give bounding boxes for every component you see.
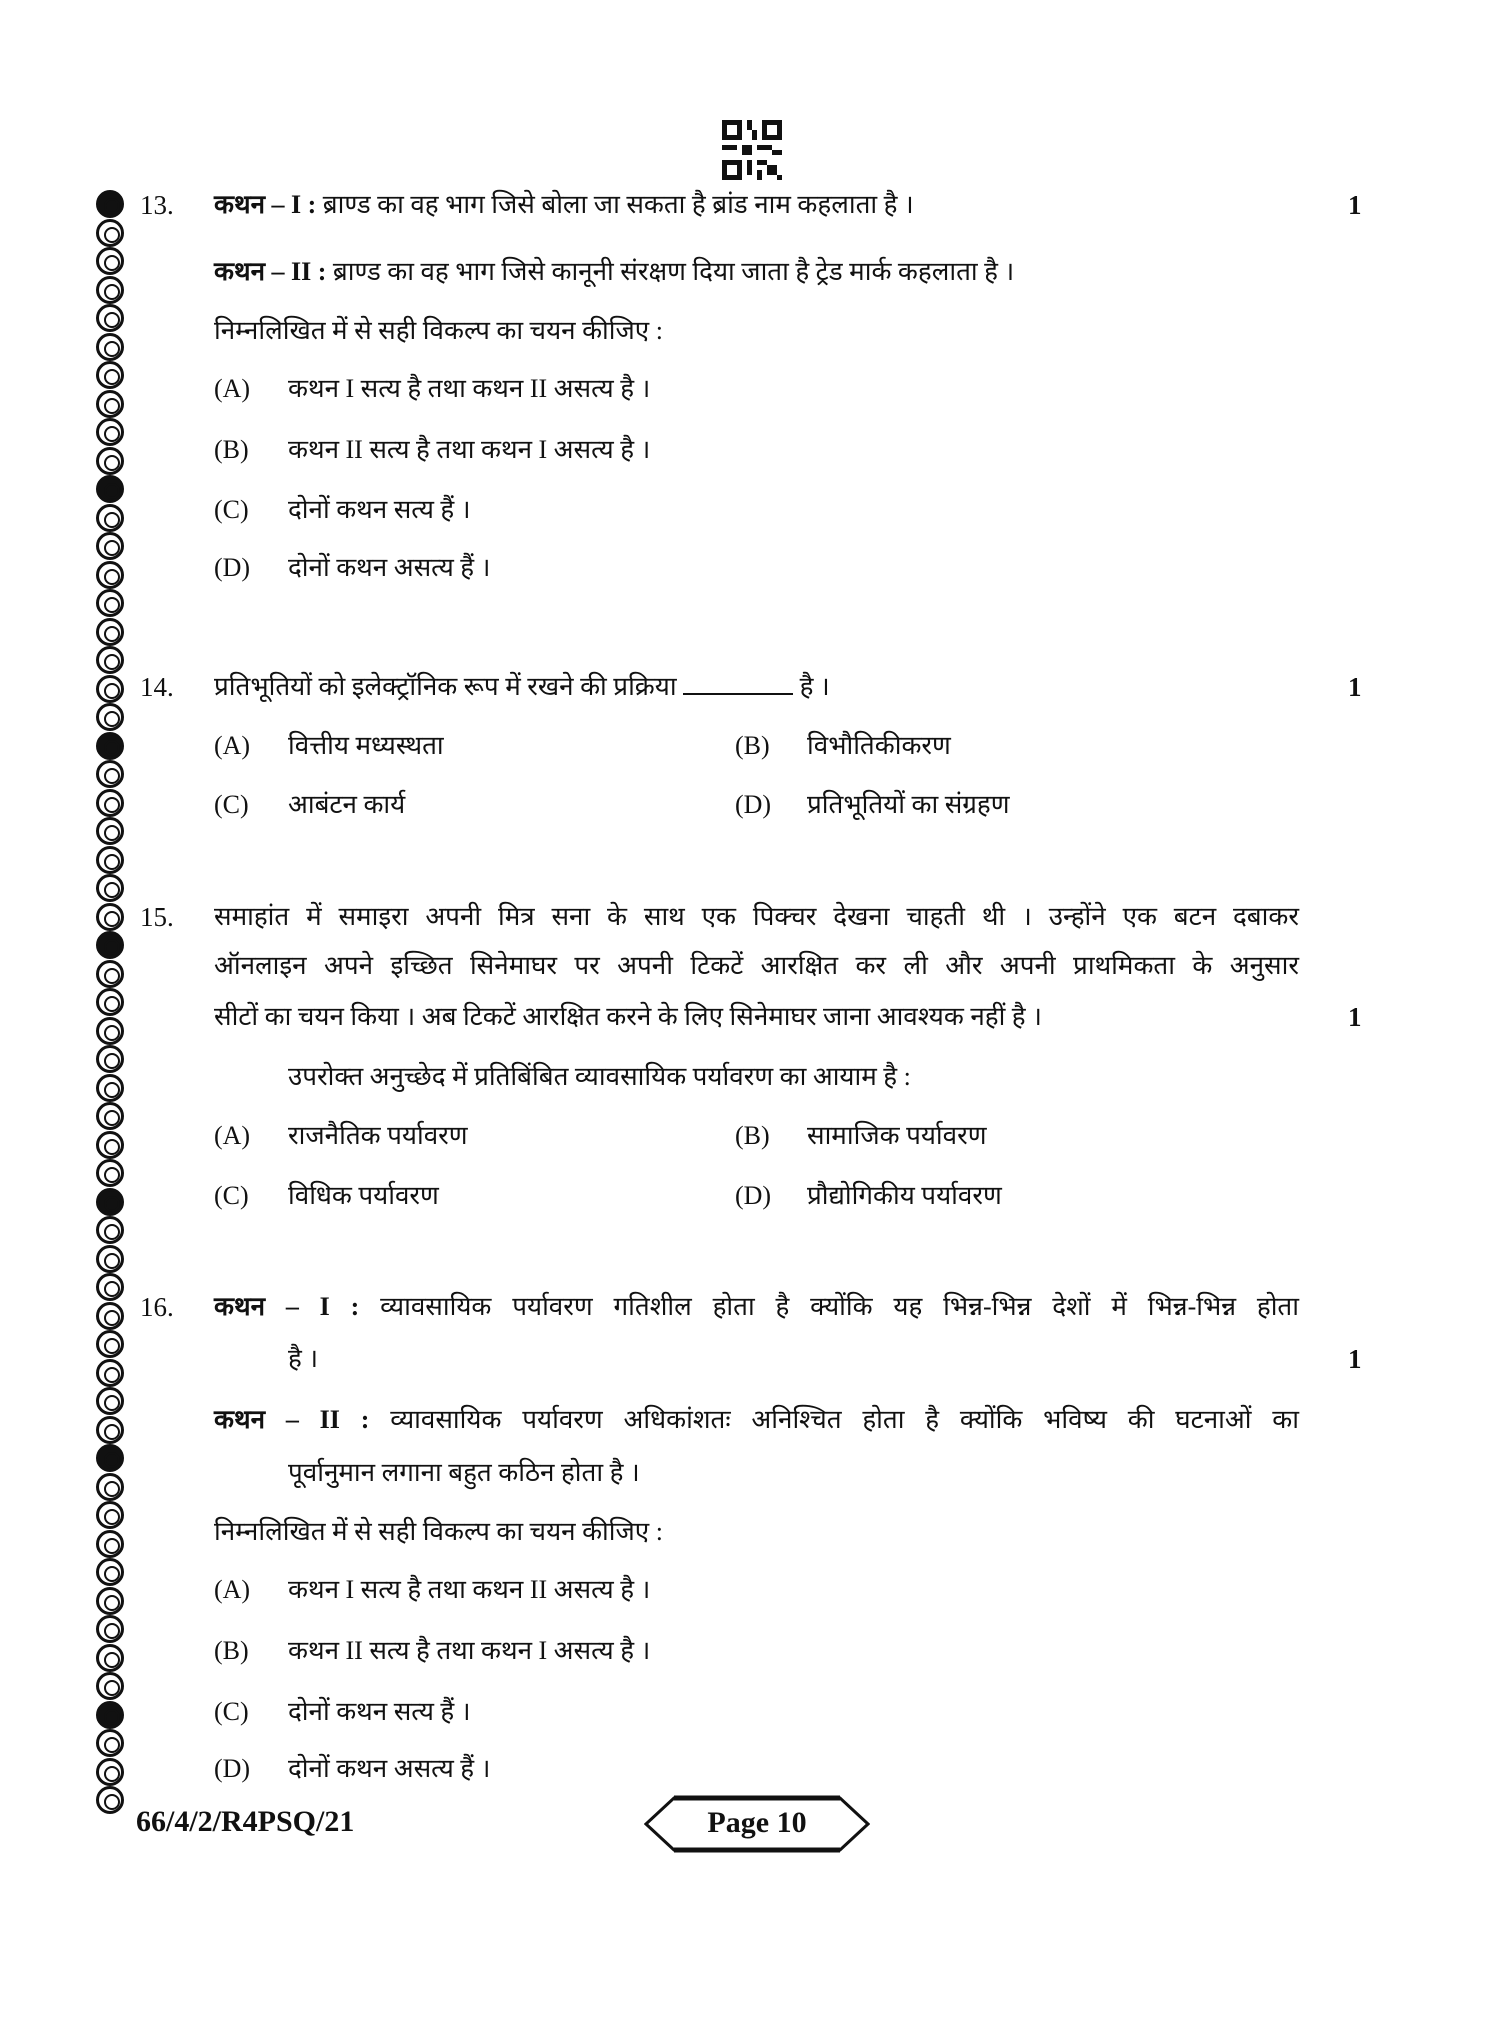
margin-ring-icon: [96, 1102, 124, 1130]
option-b: [214, 434, 651, 466]
margin-ring-icon: [96, 504, 124, 532]
option-letter: (C): [214, 495, 249, 524]
statement-label: कथन – II :: [214, 1405, 370, 1434]
margin-ring-icon: [96, 675, 124, 703]
option-text: दोनों कथन सत्य हैं ।: [288, 495, 471, 524]
option-text: वित्तीय मध्यस्थता: [288, 731, 444, 760]
option-d: [735, 789, 1010, 821]
margin-ring-icon: [96, 1216, 124, 1244]
margin-ring-icon: [96, 1245, 124, 1273]
margin-ring-icon: [96, 1701, 124, 1729]
margin-ring-icon: [96, 618, 124, 646]
margin-ring-icon: [96, 1444, 124, 1472]
statement-text: ब्राण्ड का वह भाग जिसे कानूनी संरक्षण दिया जाता है ट्रेड मार्क कहलाता है ।: [326, 257, 1015, 286]
paper-code: 66/4/2/R4PSQ/21: [136, 1805, 355, 1838]
option-text: कथन I सत्य है तथा कथन II असत्य है ।: [288, 374, 651, 403]
statement-1: [214, 189, 914, 221]
margin-ring-icon: [96, 1387, 124, 1415]
question-text-part: है ।: [793, 672, 830, 701]
option-letter: (A): [214, 731, 251, 760]
margin-ring-icon: [96, 1074, 124, 1102]
statement-label: कथन – II :: [214, 257, 327, 286]
option-a: [214, 1574, 651, 1606]
passage-line: सीटों का चयन किया । अब टिकटें आरक्षित करने के लिए सिनेमाघर जाना आवश्यक नहीं है ।: [214, 1002, 1042, 1031]
statement-text: व्यावसायिक पर्यावरण अधिकांशतः अनिश्चित होता है क्योंकि भविष्य की घटनाओं का: [369, 1405, 1299, 1434]
option-c: [214, 789, 406, 821]
margin-ring-icon: [96, 1558, 124, 1586]
statement-1: [214, 1291, 1299, 1323]
margin-ring-icon: [96, 1188, 124, 1216]
option-letter: (A): [214, 1121, 251, 1150]
option-letter: (B): [735, 1121, 770, 1150]
margin-ring-icon: [96, 276, 124, 304]
margin-ring-icon: [96, 646, 124, 674]
option-letter: (A): [214, 374, 251, 403]
margin-ring-icon: [96, 532, 124, 560]
option-a: [214, 373, 651, 405]
margin-ring-icon: [96, 1615, 124, 1643]
marks: 1: [1348, 190, 1362, 220]
margin-ring-icon: [96, 789, 124, 817]
marks: 1: [1348, 1344, 1362, 1374]
option-text: सामाजिक पर्यावरण: [807, 1121, 987, 1150]
question-number: 13.: [140, 190, 174, 220]
margin-ring-icon: [96, 988, 124, 1016]
option-d: [214, 552, 491, 584]
option-c: [214, 1180, 439, 1212]
option-a: [214, 1120, 468, 1152]
question-text: [214, 671, 830, 703]
margin-ring-icon: [96, 1473, 124, 1501]
statement-text: ब्राण्ड का वह भाग जिसे बोला जा सकता है ब्रांड नाम कहलाता है ।: [316, 190, 914, 219]
option-text: कथन II सत्य है तथा कथन I असत्य है ।: [288, 435, 651, 464]
statement-2: [214, 256, 1014, 288]
margin-ring-icon: [96, 760, 124, 788]
option-d: [735, 1180, 1002, 1212]
passage-line: समाहांत में समाइरा अपनी मित्र सना के साथ एक पिक्चर देखना चाहती थी । उन्होंने एक बटन दबाकर: [214, 902, 1299, 931]
margin-ring-icon: [96, 817, 124, 845]
margin-ring-icon: [96, 1045, 124, 1073]
margin-ring-icon: [96, 1273, 124, 1301]
margin-ring-icon: [96, 732, 124, 760]
instruction: निम्नलिखित में से सही विकल्प का चयन कीजिए :: [214, 1517, 663, 1546]
margin-ring-icon: [96, 1359, 124, 1387]
statement-2-continued: पूर्वानुमान लगाना बहुत कठिन होता है ।: [288, 1458, 640, 1487]
statement-2: [214, 1404, 1299, 1436]
statement-1-continued: है ।: [288, 1344, 319, 1373]
option-b: [214, 1635, 651, 1667]
option-text: दोनों कथन सत्य हैं ।: [288, 1697, 471, 1726]
option-letter: (C): [214, 1697, 249, 1726]
margin-ring-icon: [96, 1672, 124, 1700]
margin-ring-icon: [96, 1017, 124, 1045]
margin-ring-icon: [96, 903, 124, 931]
option-text: विधिक पर्यावरण: [288, 1181, 439, 1210]
margin-ring-icon: [96, 874, 124, 902]
option-text: कथन I सत्य है तथा कथन II असत्य है ।: [288, 1575, 651, 1604]
margin-ring-icon: [96, 247, 124, 275]
margin-ring-icon: [96, 960, 124, 988]
margin-ring-icon: [96, 361, 124, 389]
margin-ring-icon: [96, 219, 124, 247]
fill-blank: [683, 671, 793, 695]
margin-ring-icon: [96, 846, 124, 874]
margin-ring-icon: [96, 1758, 124, 1786]
margin-ring-icon: [96, 703, 124, 731]
margin-ring-icon: [96, 418, 124, 446]
margin-ring-icon: [96, 475, 124, 503]
margin-ring-icon: [96, 1729, 124, 1757]
margin-ring-icon: [96, 1131, 124, 1159]
question-text: उपरोक्त अनुच्छेद में प्रतिबिंबित व्यावसायिक पर्यावरण का आयाम है :: [288, 1062, 911, 1091]
margin-ring-icon: [96, 333, 124, 361]
margin-ring-icon: [96, 1786, 124, 1814]
option-c: [214, 1696, 471, 1728]
margin-ring-icon: [96, 1530, 124, 1558]
option-letter: (A): [214, 1575, 251, 1604]
option-letter: (B): [214, 435, 249, 464]
page-number-badge: [644, 1795, 870, 1853]
option-c: [214, 494, 471, 526]
option-letter: (B): [735, 731, 770, 760]
statement-text: व्यावसायिक पर्यावरण गतिशील होता है क्योंकि यह भिन्न-भिन्न देशों में भिन्न-भिन्न होता: [359, 1292, 1299, 1321]
qr-code: [722, 120, 782, 180]
question-number: 14.: [140, 672, 174, 702]
passage-line: ऑनलाइन अपने इच्छित सिनेमाघर पर अपनी टिकटें आरक्षित कर ली और अपनी प्राथमिकता के अनुसार: [214, 951, 1299, 980]
margin-ring-icon: [96, 1587, 124, 1615]
option-letter: (B): [214, 1636, 249, 1665]
margin-ring-icon: [96, 1644, 124, 1672]
margin-ring-icon: [96, 1501, 124, 1529]
option-text: विभौतिकीकरण: [807, 731, 951, 760]
margin-ring-icon: [96, 304, 124, 332]
margin-ring-icon: [96, 447, 124, 475]
option-letter: (C): [214, 790, 249, 819]
option-letter: (D): [735, 790, 772, 819]
option-text: राजनैतिक पर्यावरण: [288, 1121, 468, 1150]
margin-ring-column: [96, 190, 128, 1815]
option-d: [214, 1753, 491, 1785]
margin-ring-icon: [96, 561, 124, 589]
margin-ring-icon: [96, 1302, 124, 1330]
option-b: [735, 1120, 987, 1152]
page-number: Page 10: [707, 1806, 807, 1839]
option-letter: (D): [214, 553, 251, 582]
statement-label: कथन – I :: [214, 190, 317, 219]
option-letter: (D): [214, 1754, 251, 1783]
margin-ring-icon: [96, 1330, 124, 1358]
margin-ring-icon: [96, 1159, 124, 1187]
option-a: [214, 730, 444, 762]
margin-ring-icon: [96, 190, 124, 218]
option-b: [735, 730, 951, 762]
option-text: कथन II सत्य है तथा कथन I असत्य है ।: [288, 1636, 651, 1665]
question-text-part: प्रतिभूतियों को इलेक्ट्रॉनिक रूप में रखने की प्रक्रिया: [214, 672, 684, 701]
margin-ring-icon: [96, 931, 124, 959]
question-number: 15.: [140, 902, 174, 932]
option-text: आबंटन कार्य: [288, 790, 406, 819]
option-text: प्रौद्योगिकीय पर्यावरण: [807, 1181, 1002, 1210]
margin-ring-icon: [96, 390, 124, 418]
marks: 1: [1348, 1002, 1362, 1032]
option-text: दोनों कथन असत्य हैं ।: [288, 553, 491, 582]
option-letter: (D): [735, 1181, 772, 1210]
option-text: प्रतिभूतियों का संग्रहण: [807, 790, 1010, 819]
statement-label: कथन – I :: [214, 1292, 360, 1321]
instruction: निम्नलिखित में से सही विकल्प का चयन कीजिए :: [214, 316, 663, 345]
question-number: 16.: [140, 1292, 174, 1322]
option-text: दोनों कथन असत्य हैं ।: [288, 1754, 491, 1783]
marks: 1: [1348, 672, 1362, 702]
margin-ring-icon: [96, 1416, 124, 1444]
option-letter: (C): [214, 1181, 249, 1210]
margin-ring-icon: [96, 589, 124, 617]
